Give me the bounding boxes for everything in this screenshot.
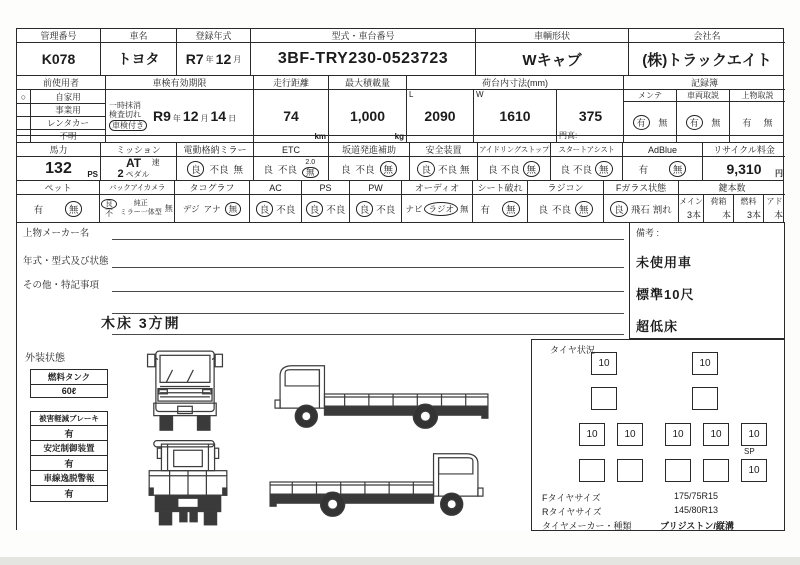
idling-bad: 不良 <box>500 164 520 176</box>
key-fuel <box>734 195 764 222</box>
tire-depth-box-empty <box>692 387 718 410</box>
pet-label: ペット <box>17 181 99 195</box>
model-chassis-cell <box>251 29 476 75</box>
keys-cell <box>679 181 785 222</box>
hill-bad: 不良 <box>355 164 375 176</box>
audio-none: 無 <box>460 203 469 214</box>
shaken-month: 12 <box>182 108 199 124</box>
body-manual-no: 無 <box>763 117 773 128</box>
safety-device-label: 安全装置 <box>410 143 477 157</box>
camera-bad: 不 <box>105 209 113 219</box>
safety-device-cell <box>410 143 478 180</box>
body-maker-label: 上物メーカー名 <box>23 228 90 239</box>
owner-option-business <box>17 103 105 116</box>
seat-tear-none-selected: 無 <box>502 201 520 217</box>
ps-cell <box>302 181 350 222</box>
glass-crack: 割れ <box>652 204 672 216</box>
pet-yes: 有 <box>33 204 44 216</box>
keys-grid <box>679 195 785 222</box>
remarks-label: 備考 : <box>636 228 660 238</box>
truck-rear-view <box>141 442 235 530</box>
adblue-label: AdBlue <box>623 143 702 157</box>
owner-option-label: レンタカー <box>47 118 89 128</box>
tire-depth-box: 10 <box>591 352 617 375</box>
payload-cell <box>329 76 407 142</box>
tire-depth-box: 10 <box>703 423 729 446</box>
key-cargo <box>704 195 734 222</box>
mission-pedal-count: 2 <box>117 168 124 180</box>
spare-tire-depth-box: 10 <box>741 459 767 482</box>
record-vehicle-label: 車両取説 <box>677 90 729 102</box>
power-mirror-cell <box>177 143 254 180</box>
bed-width-cell <box>474 90 557 142</box>
rear-tire-size-value: 145/80R13 <box>674 505 719 515</box>
pet-cell <box>17 181 100 222</box>
radio-control-label: ラジコン <box>528 181 603 195</box>
key-main-name: メイン <box>679 197 703 206</box>
truck-side-view-right <box>262 443 486 521</box>
backeye-camera-cell <box>100 181 175 222</box>
shaken-option: 一時抹消 <box>109 101 141 111</box>
hill-start-cell <box>329 143 410 180</box>
lane-departure-label: 車線逸脱警報 <box>31 471 107 486</box>
ps-label: PS <box>302 181 349 195</box>
seat-tear-yes: 有 <box>480 204 490 216</box>
owner-option-unknown <box>17 129 105 142</box>
payload-number: 1,000 <box>349 108 386 124</box>
shaken-options <box>109 101 147 131</box>
camera-none: 無 <box>164 204 173 213</box>
start-bad: 不良 <box>572 164 592 176</box>
record-mainte-label: メンテ <box>624 90 676 102</box>
owner-option-label: 不明 <box>59 131 77 141</box>
power-mirror-label: 電動格納ミラー <box>177 143 253 157</box>
collision-brake-box <box>30 411 108 442</box>
model-chassis-value: 3BF-TRY230-0523723 <box>277 50 449 67</box>
tire-depth-box-empty <box>703 459 729 482</box>
bed-length-cell <box>407 90 474 142</box>
year-model-state-label: 年式・型式及び状態 <box>23 256 109 267</box>
audio-radio-selected: ラジオ <box>424 202 458 216</box>
seat-tear-label: シート破れ <box>473 181 527 195</box>
ac-label: AC <box>250 181 301 195</box>
remark-item: 超低床 <box>636 319 679 334</box>
ac-cell <box>250 181 302 222</box>
mgmt-no-cell <box>17 29 101 75</box>
company-cell <box>629 29 785 75</box>
mission-at: AT <box>125 156 142 170</box>
fuel-tank-label: 燃料タンク <box>31 370 107 385</box>
safety-bad: 不良 <box>437 164 457 176</box>
mission-pedal-word: ペダル <box>125 170 150 179</box>
bed-height-value: 375 <box>578 108 603 124</box>
safety-good-selected: 良 <box>417 161 435 177</box>
shaken-cell <box>106 76 254 142</box>
start-assist-cell <box>551 143 623 180</box>
seat-tear-cell <box>473 181 528 222</box>
recycle-fee-unit: 円 <box>775 169 783 178</box>
shaken-era: R9 <box>153 108 171 124</box>
key-fuel-name: 燃料 <box>740 197 757 206</box>
mgmt-no-value: K078 <box>41 51 76 67</box>
mgmt-no-label: 管理番号 <box>17 29 100 43</box>
tire-depth-box: 10 <box>665 423 691 446</box>
bed-dims-cell <box>407 76 624 142</box>
body-manual-yes: 有 <box>742 117 752 128</box>
fuel-tank-value: 60ℓ <box>61 386 77 396</box>
audio-label: オーディオ <box>402 181 472 195</box>
camera-mirror-type: ミラー一体型 <box>119 208 162 216</box>
keys-label: 鍵本数 <box>679 181 785 195</box>
bed-length-letter: L <box>409 90 414 99</box>
etc-cell <box>254 143 329 180</box>
front-glass-cell <box>604 181 679 222</box>
reg-year-unit1: 年 <box>205 54 214 64</box>
record-body-label: 上物取説 <box>730 90 785 102</box>
start-none-selected: 無 <box>595 161 613 177</box>
pet-none-selected: 無 <box>65 201 83 217</box>
etc-bad: 不良 <box>277 164 297 176</box>
ruled-line <box>112 267 624 268</box>
pw-label: PW <box>350 181 401 195</box>
mileage-unit: km <box>314 132 326 141</box>
bed-width-letter: W <box>476 90 484 99</box>
ps-good-selected: 良 <box>306 201 324 217</box>
header-row <box>17 29 783 76</box>
prev-owner-options <box>17 90 105 142</box>
tacho-analog: アナ <box>203 203 221 214</box>
adblue-cell <box>623 143 703 180</box>
owner-option-private <box>17 90 105 103</box>
owner-mark-empty <box>17 130 31 142</box>
reg-year-label: 登録年式 <box>177 29 250 43</box>
records-grid <box>624 90 785 142</box>
tire-depth-box: 10 <box>692 352 718 375</box>
rc-good: 良 <box>538 204 548 216</box>
company-value: (株)トラックエイト <box>642 51 772 69</box>
condition-section <box>17 339 783 531</box>
pw-good-selected: 良 <box>356 201 374 217</box>
tire-maker-value: ブリジストン/縦溝 <box>660 521 734 531</box>
glass-stone: 飛石 <box>630 204 650 216</box>
mileage-value <box>254 90 328 142</box>
tire-depth-box-empty <box>591 387 617 410</box>
pw-bad: 不良 <box>376 204 396 216</box>
lane-departure-box <box>30 470 108 502</box>
payload-value <box>329 90 406 142</box>
key-ad-name: アド <box>766 197 783 206</box>
key-cargo-name: 荷箱 <box>710 197 727 206</box>
tachograph-label: タコグラフ <box>175 181 249 195</box>
mirror-none: 無 <box>233 164 244 176</box>
mirror-bad: 不良 <box>209 164 229 176</box>
mainte-no: 無 <box>658 117 668 128</box>
power-label: 馬力 <box>17 143 100 157</box>
tire-depth-box: 10 <box>741 423 767 446</box>
safety-none: 無 <box>460 164 470 176</box>
payload-unit: kg <box>394 132 404 141</box>
vehicle-name-value: トヨタ <box>117 51 160 67</box>
start-good: 良 <box>560 164 570 176</box>
start-assist-label: スタートアシスト <box>551 143 622 157</box>
idling-stop-label: アイドリングストップ <box>478 143 550 157</box>
reg-year-era: R7 <box>185 51 204 67</box>
remark-item: 標準10尺 <box>636 287 695 302</box>
tire-depth-box: 10 <box>617 423 643 446</box>
front-tire-size-label: Fタイヤサイズ <box>542 493 601 503</box>
collision-brake-value: 有 <box>64 429 74 439</box>
bed-dims-label: 荷台内寸法(mm) <box>407 76 623 90</box>
body-shape-cell <box>476 29 629 75</box>
tire-status-panel <box>531 339 785 531</box>
etc-good: 良 <box>263 164 273 176</box>
bed-height-cell <box>557 90 624 142</box>
mileage-number: 74 <box>283 108 299 124</box>
mission-speed-unit: 速 <box>151 158 160 167</box>
tacho-none-selected: 無 <box>225 202 242 216</box>
tire-depth-box-empty <box>617 459 643 482</box>
ruled-line <box>112 313 624 314</box>
rear-tire-size-label: Rタイヤサイズ <box>542 507 602 517</box>
company-label: 会社名 <box>629 29 785 43</box>
gate-height-label: 門高: <box>559 131 578 140</box>
reg-year-value <box>177 43 250 75</box>
records-label: 記録簿 <box>624 76 785 90</box>
mileage-label: 走行距離 <box>254 76 328 90</box>
truck-front-view <box>145 347 225 451</box>
shaken-date <box>153 108 236 124</box>
shaken-unit: 月 <box>200 114 209 123</box>
power-unit: PS <box>87 170 98 179</box>
idling-good: 良 <box>487 164 498 176</box>
adblue-yes: 有 <box>638 164 649 176</box>
shaken-option-selected: 車検付き <box>109 120 147 131</box>
etc-label: ETC <box>254 143 328 157</box>
body-shape-label: 車輌形状 <box>476 29 628 43</box>
usage-row <box>17 76 783 141</box>
etc-none-selected: 無 <box>302 167 319 179</box>
vehicle-name-cell <box>101 29 177 75</box>
bed-length-value: 2090 <box>424 108 456 124</box>
truck-side-view-left <box>272 355 496 433</box>
shaken-option: 検査切れ <box>109 110 141 120</box>
other-notes-label: その他・特記事項 <box>23 280 100 291</box>
mission-label: ミッション <box>101 143 176 157</box>
body-shape-value: Wキャブ <box>522 51 582 69</box>
floor-note-text: 木床 3方開 <box>101 315 181 331</box>
hill-none-selected: 無 <box>380 161 398 177</box>
key-fuel-count: 3本 <box>746 210 761 220</box>
tire-depth-box-empty <box>665 459 691 482</box>
owner-mark-empty <box>17 104 31 116</box>
tire-status-label: タイヤ状況 <box>550 345 595 355</box>
ac-bad: 不良 <box>276 204 296 216</box>
records-cell <box>624 76 785 142</box>
fuel-tank-box <box>30 369 108 398</box>
payload-label: 最大積載量 <box>329 76 406 90</box>
hill-good: 良 <box>340 164 351 176</box>
stability-control-label: 安定制御装置 <box>31 441 107 456</box>
shaken-day: 14 <box>210 108 227 124</box>
owner-circle-mark: ○ <box>17 90 31 103</box>
tacho-digital: デジ <box>182 203 200 214</box>
audio-navi: ナビ <box>405 203 423 214</box>
adblue-none-selected: 無 <box>669 161 687 177</box>
recycle-fee-cell <box>703 143 785 180</box>
prev-owner-label: 前使用者 <box>17 76 105 90</box>
idling-none-selected: 無 <box>523 161 541 177</box>
record-vehicle-manual <box>677 90 730 142</box>
record-mainte <box>624 90 677 142</box>
recycle-fee-value: 9,310 <box>726 160 762 177</box>
ruled-line <box>112 334 624 335</box>
model-chassis-label: 型式・車台番号 <box>251 29 475 43</box>
rc-none-selected: 無 <box>575 201 593 217</box>
reg-year-unit2: 月 <box>233 54 242 64</box>
mission-cell <box>101 143 177 180</box>
bed-width-value: 1610 <box>499 108 531 124</box>
spec-row-2 <box>17 181 783 223</box>
remark-item: 未使用車 <box>636 255 693 270</box>
key-main-count: 3本 <box>686 210 701 220</box>
ps-bad: 不良 <box>326 204 346 216</box>
record-body-manual <box>730 90 785 142</box>
spec-row-1 <box>17 143 783 181</box>
spare-tire-label: SP <box>744 447 755 456</box>
remarks-box <box>629 222 785 339</box>
ruled-line <box>112 239 624 240</box>
rc-bad: 不良 <box>551 204 571 216</box>
mainte-yes-selected: 有 <box>633 115 650 130</box>
reg-year-cell <box>177 29 251 75</box>
scan-edge-artifact <box>0 557 800 565</box>
key-ad <box>764 195 785 222</box>
power-cell <box>17 143 101 180</box>
etc-version: 2.0 <box>305 158 316 166</box>
owner-option-rental <box>17 116 105 129</box>
front-tire-size-value: 175/75R15 <box>674 491 719 501</box>
backeye-camera-label: バックアイカメラ <box>100 181 174 195</box>
shaken-unit: 年 <box>172 114 181 123</box>
shaken-label: 車検有効期限 <box>106 76 253 90</box>
owner-option-label: 自家用 <box>55 91 81 102</box>
power-value: 132 <box>45 159 72 177</box>
tire-maker-label: タイヤメーカー・種類 <box>542 521 632 531</box>
vehicle-name-label: 車名 <box>101 29 176 43</box>
bed-dims-grid <box>407 90 623 142</box>
tire-depth-box-empty <box>579 459 605 482</box>
ruled-line <box>112 291 624 292</box>
tachograph-cell <box>175 181 250 222</box>
ac-good-selected: 良 <box>256 201 274 217</box>
tire-depth-box: 10 <box>579 423 605 446</box>
vehicle-manual-yes-selected: 有 <box>686 115 703 130</box>
pw-cell <box>350 181 402 222</box>
vehicle-manual-no: 無 <box>711 117 721 128</box>
front-glass-label: Fガラス状態 <box>604 181 678 195</box>
recycle-fee-label: リサイクル料金 <box>703 143 785 157</box>
lane-departure-value: 有 <box>64 489 74 499</box>
mileage-cell <box>254 76 329 142</box>
notes-section <box>17 223 783 339</box>
shaken-unit: 日 <box>228 114 237 123</box>
idling-stop-cell <box>478 143 551 180</box>
prev-owner-cell <box>17 76 106 142</box>
key-ad-count: 本 <box>773 210 783 220</box>
owner-option-label: 事業用 <box>55 105 81 115</box>
camera-good-selected: 良 <box>101 199 117 210</box>
glass-good-selected: 良 <box>610 201 628 217</box>
stability-control-box <box>30 440 108 472</box>
audio-cell <box>402 181 473 222</box>
hill-start-label: 坂道発進補助 <box>329 143 409 157</box>
camera-oem: 純正 <box>133 200 148 208</box>
key-main <box>679 195 704 222</box>
exterior-state-label: 外装状態 <box>25 353 65 364</box>
sheet-border <box>16 28 784 530</box>
key-cargo-count: 本 <box>721 210 731 220</box>
radio-control-cell <box>528 181 604 222</box>
mirror-good-selected: 良 <box>187 161 205 177</box>
stability-control-value: 有 <box>64 459 74 469</box>
reg-year-month: 12 <box>215 51 232 67</box>
collision-brake-label: 被害軽減ブレーキ <box>31 412 107 426</box>
owner-mark-empty <box>17 117 31 129</box>
